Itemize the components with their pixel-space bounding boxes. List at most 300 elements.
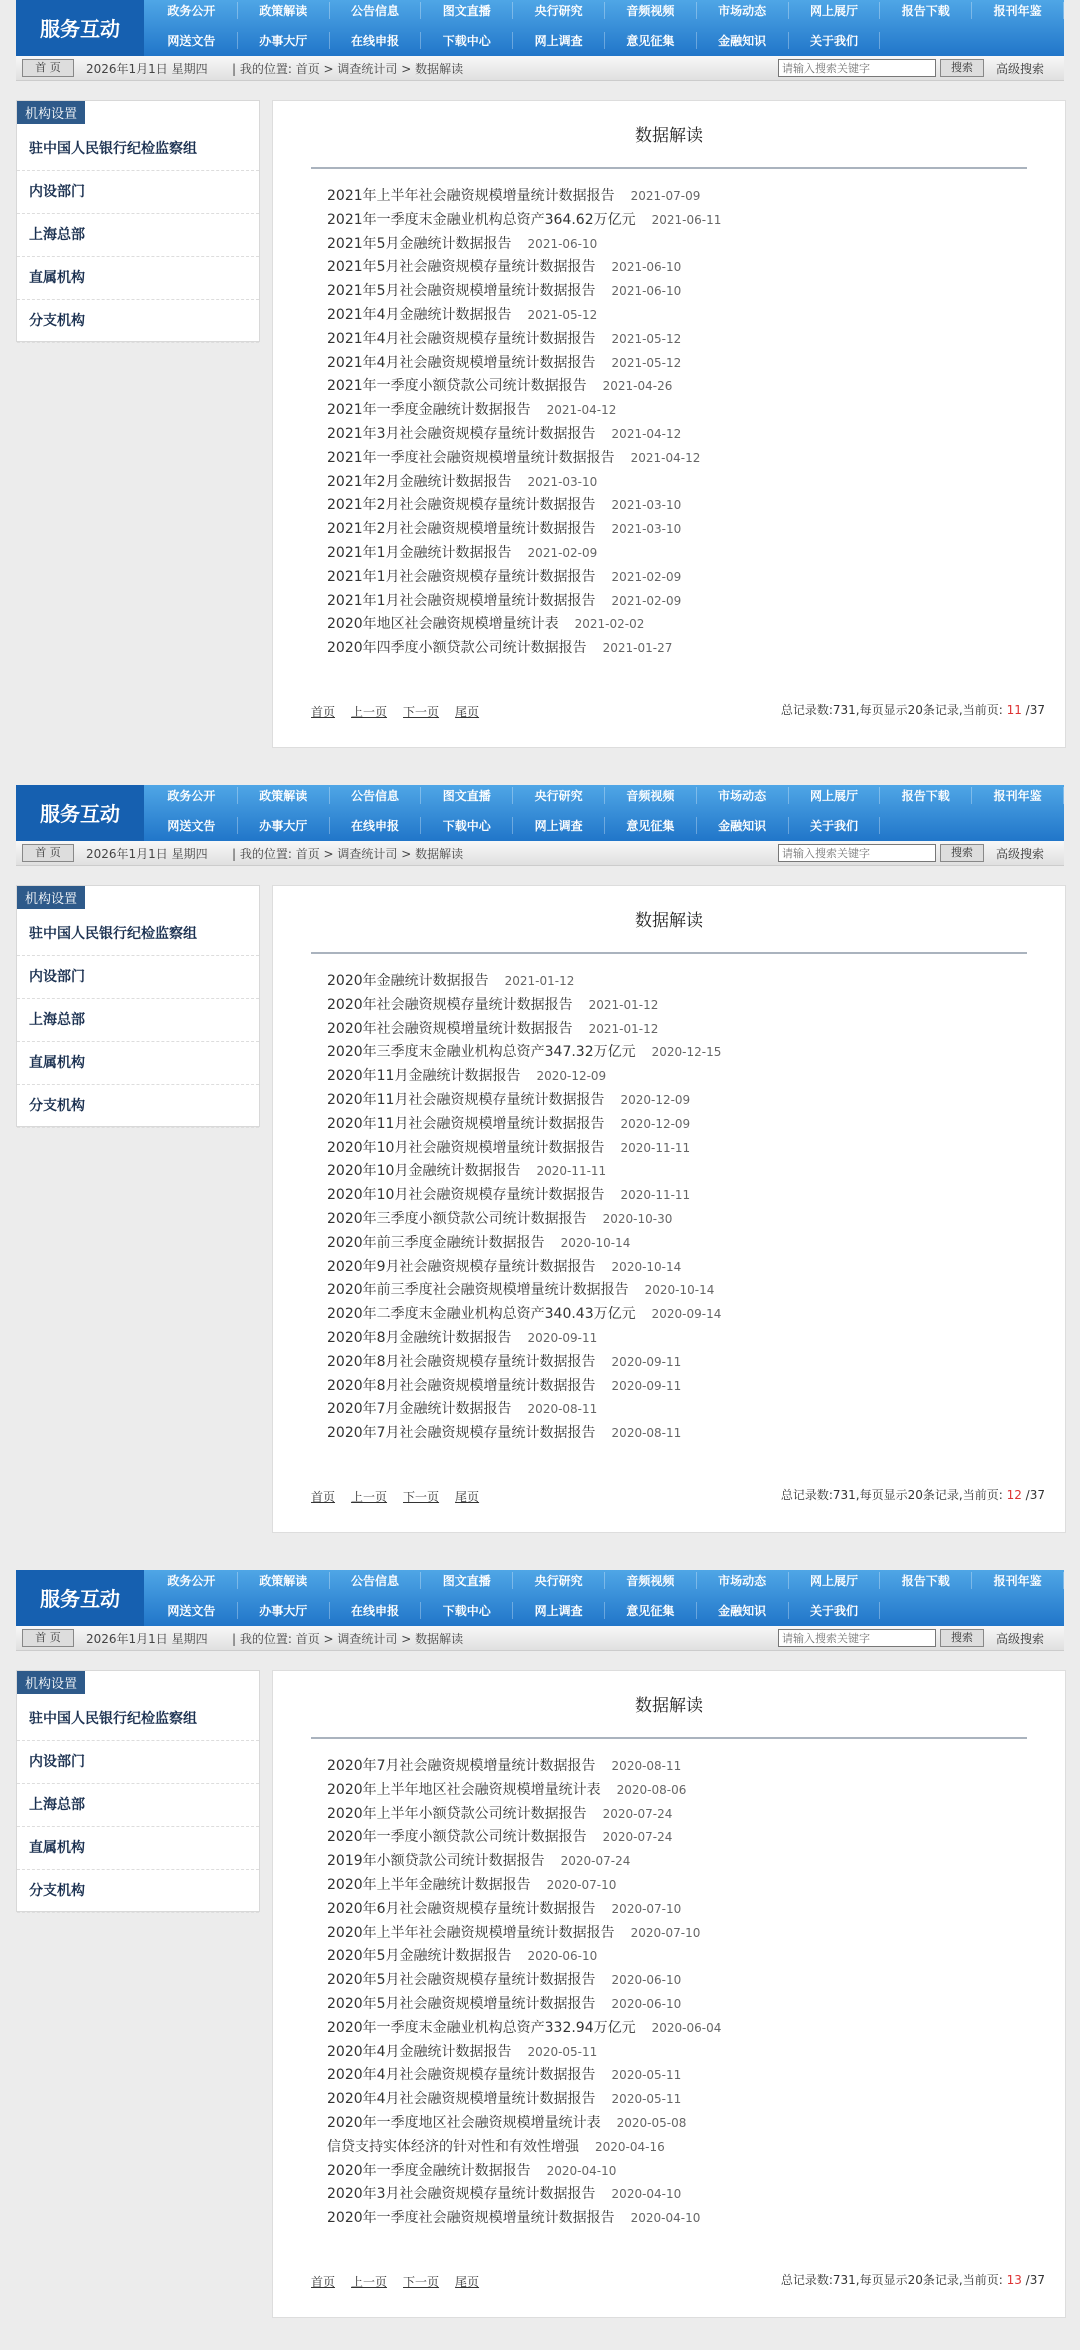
list-item[interactable] — [327, 1089, 1045, 1113]
article-title[interactable]: 2020年4月金融统计数据报告 — [327, 2043, 512, 2060]
pager-first-link[interactable]: 首页 — [311, 2275, 336, 2289]
page-section — [0, 1570, 1080, 2350]
article-title[interactable]: 2020年3月社会融资规模存量统计数据报告 — [327, 2186, 596, 2203]
nav-item[interactable]: 图文直播 — [421, 1572, 513, 1589]
sidebar-item[interactable]: 内设部门 — [17, 956, 259, 999]
search-input[interactable] — [778, 1629, 936, 1647]
list-item[interactable] — [327, 233, 1045, 257]
article-date: 2021-02-09 — [611, 593, 682, 608]
nav-item[interactable]: 市场动态 — [697, 1572, 789, 1589]
list-item[interactable] — [327, 1874, 1045, 1898]
list-item[interactable] — [327, 2041, 1045, 2065]
article-date: 2020-12-15 — [651, 1045, 722, 1060]
article-title[interactable]: 2019年小额贷款公司统计数据报告 — [327, 1853, 545, 1870]
article-title[interactable]: 2020年前三季度社会融资规模增量统计数据报告 — [327, 1282, 629, 1299]
list-item[interactable] — [327, 1351, 1045, 1375]
article-date: 2021-07-09 — [630, 189, 701, 203]
sidebar-title: 机构设置 — [17, 886, 85, 909]
breadcrumb: | 我的位置: 首页 > 调查统计司 > 数据解读 — [232, 847, 464, 861]
nav-row-bottom — [146, 32, 880, 49]
sidebar-item[interactable]: 上海总部 — [17, 214, 259, 257]
list-item[interactable] — [327, 542, 1045, 566]
article-date: 2021-06-11 — [651, 212, 722, 227]
article-title[interactable]: 2021年一季度小额贷款公司统计数据报告 — [327, 378, 587, 395]
article-title[interactable]: 2020年10月社会融资规模存量统计数据报告 — [327, 1187, 605, 1204]
article-date: 2021-03-10 — [611, 522, 682, 537]
article-title[interactable]: 2020年一季度地区社会融资规模增量统计表 — [327, 2114, 601, 2131]
article-date: 2021-02-09 — [611, 569, 682, 584]
nav-item[interactable]: 公告信息 — [330, 2, 422, 19]
list-item[interactable] — [327, 328, 1045, 352]
pager-prev-link[interactable]: 上一页 — [351, 2275, 388, 2289]
sidebar-item[interactable]: 驻中国人民银行纪检监察组 — [17, 128, 259, 171]
sidebar-item[interactable]: 直属机构 — [17, 1827, 259, 1870]
article-date: 2021-06-10 — [611, 284, 682, 299]
pager-last-link[interactable]: 尾页 — [455, 1490, 480, 1504]
sidebar-item[interactable]: 分支机构 — [17, 1085, 259, 1128]
nav-item[interactable]: 关于我们 — [789, 1602, 881, 1619]
list-item[interactable] — [327, 375, 1045, 399]
article-date: 2020-12-09 — [536, 1069, 607, 1084]
nav-item[interactable]: 报告下载 — [880, 1572, 972, 1589]
brand-title: 服务互动 — [16, 785, 144, 843]
nav-item[interactable]: 音频视频 — [605, 787, 697, 804]
list-item[interactable] — [327, 1779, 1045, 1803]
content-panel — [272, 100, 1066, 748]
total-pages: /37 — [1021, 1488, 1045, 1502]
top-header — [16, 1570, 1064, 1628]
nav-row-bottom — [146, 817, 880, 834]
list-item[interactable] — [327, 1018, 1045, 1042]
list-item[interactable] — [327, 1755, 1045, 1779]
stats-label: 总记录数:731,每页显示20条记录,当前页: — [780, 703, 1007, 717]
article-title[interactable]: 2021年1月社会融资规模存量统计数据报告 — [327, 568, 596, 585]
search-input[interactable] — [778, 59, 936, 77]
article-date: 2020-05-11 — [527, 2044, 598, 2059]
article-title[interactable]: 2020年上半年社会融资规模增量统计数据报告 — [327, 1924, 615, 1941]
nav-item[interactable]: 办事大厅 — [238, 1602, 330, 1619]
list-item[interactable] — [327, 2064, 1045, 2088]
top-header — [16, 0, 1064, 58]
advanced-search-link[interactable]: 高级搜索 — [996, 62, 1045, 76]
date-text: 2026年1月1日 星期四 — [86, 62, 208, 76]
nav-item[interactable]: 在线申报 — [330, 32, 422, 49]
nav-item[interactable]: 央行研究 — [513, 1572, 605, 1589]
article-title[interactable]: 2021年5月社会融资规模增量统计数据报告 — [327, 283, 596, 300]
article-date: 2020-07-10 — [546, 1877, 617, 1892]
list-item[interactable] — [327, 1826, 1045, 1850]
article-title[interactable]: 2020年上半年小额贷款公司统计数据报告 — [327, 1805, 587, 1822]
nav-item[interactable]: 报刊年鉴 — [972, 787, 1064, 804]
article-date: 2020-06-04 — [651, 2020, 722, 2035]
content-title: 数据解读 — [635, 911, 703, 931]
nav-item[interactable]: 意见征集 — [605, 32, 697, 49]
title-divider — [311, 167, 1027, 169]
list-item[interactable] — [327, 1922, 1045, 1946]
article-title[interactable]: 2021年2月社会融资规模存量统计数据报告 — [327, 497, 596, 514]
nav-item[interactable]: 报告下载 — [880, 787, 972, 804]
article-title[interactable]: 2020年6月社会融资规模存量统计数据报告 — [327, 1900, 596, 1917]
nav-item[interactable]: 关于我们 — [789, 817, 881, 834]
list-item[interactable] — [327, 2183, 1045, 2207]
article-title[interactable]: 2020年二季度末金融业机构总资产340.43万亿元 — [327, 1306, 636, 1323]
nav-item[interactable]: 公告信息 — [330, 1572, 422, 1589]
list-item[interactable] — [327, 1850, 1045, 1874]
article-title[interactable]: 2021年2月金融统计数据报告 — [327, 473, 512, 490]
article-date: 2020-08-11 — [527, 1402, 598, 1417]
list-item[interactable] — [327, 1184, 1045, 1208]
article-title[interactable]: 2020年5月社会融资规模存量统计数据报告 — [327, 1972, 596, 1989]
article-date: 2021-01-12 — [588, 1021, 659, 1036]
title-divider — [311, 952, 1027, 954]
article-date: 2020-10-14 — [644, 1283, 715, 1298]
nav-item[interactable]: 政策解读 — [238, 2, 330, 19]
article-date: 2020-11-11 — [536, 1164, 607, 1179]
list-item[interactable] — [327, 1232, 1045, 1256]
article-title[interactable]: 2021年5月金融统计数据报告 — [327, 235, 512, 252]
current-page: 12 — [1006, 1488, 1022, 1502]
content-title: 数据解读 — [635, 126, 703, 146]
sidebar-item[interactable]: 直属机构 — [17, 1042, 259, 1085]
sidebar-item[interactable]: 直属机构 — [17, 257, 259, 300]
list-item[interactable] — [327, 1398, 1045, 1422]
article-date: 2021-04-12 — [611, 426, 682, 441]
search-button[interactable]: 搜索 — [940, 1629, 984, 1647]
article-title[interactable]: 2020年社会融资规模存量统计数据报告 — [327, 996, 573, 1013]
list-item[interactable] — [327, 994, 1045, 1018]
date-text: 2026年1月1日 星期四 — [86, 1632, 208, 1646]
article-title[interactable]: 2021年2月社会融资规模增量统计数据报告 — [327, 521, 596, 538]
nav-item[interactable]: 政务公开 — [146, 2, 238, 19]
advanced-search-link[interactable]: 高级搜索 — [996, 847, 1045, 861]
sidebar-item[interactable]: 上海总部 — [17, 1784, 259, 1827]
nav-item[interactable]: 在线申报 — [330, 817, 422, 834]
nav-item[interactable]: 报刊年鉴 — [972, 1572, 1064, 1589]
nav-item[interactable]: 网上调查 — [513, 817, 605, 834]
brand-title: 服务互动 — [16, 1570, 144, 1628]
sidebar-item[interactable]: 上海总部 — [17, 999, 259, 1042]
article-date: 2021-05-12 — [611, 331, 682, 346]
nav-item[interactable]: 下载中心 — [421, 1602, 513, 1619]
article-date: 2020-08-06 — [616, 1782, 687, 1797]
list-item[interactable] — [327, 352, 1045, 376]
list-item[interactable] — [327, 1375, 1045, 1399]
article-title[interactable]: 2020年8月社会融资规模增量统计数据报告 — [327, 1377, 596, 1394]
article-title[interactable]: 信贷支持实体经济的针对性和有效性增强 — [327, 2138, 579, 2155]
list-item[interactable] — [327, 1113, 1045, 1137]
article-title[interactable]: 2020年11月社会融资规模存量统计数据报告 — [327, 1091, 605, 1108]
list-item[interactable] — [327, 2017, 1045, 2041]
article-date: 2020-09-11 — [611, 1378, 682, 1393]
sidebar-item[interactable]: 分支机构 — [17, 300, 259, 343]
search-input[interactable] — [778, 844, 936, 862]
nav-item[interactable]: 政策解读 — [238, 1572, 330, 1589]
nav-item[interactable]: 央行研究 — [513, 2, 605, 19]
stats-label: 总记录数:731,每页显示20条记录,当前页: — [780, 1488, 1007, 1502]
list-item[interactable] — [327, 185, 1045, 209]
article-title[interactable]: 2020年10月社会融资规模增量统计数据报告 — [327, 1139, 605, 1156]
sidebar — [16, 100, 260, 342]
pager-last-link[interactable]: 尾页 — [455, 2275, 480, 2289]
pager-next-link[interactable]: 下一页 — [403, 2275, 440, 2289]
list-item[interactable] — [327, 447, 1045, 471]
nav-item[interactable]: 网送文告 — [146, 817, 238, 834]
nav-item[interactable]: 金融知识 — [697, 817, 789, 834]
search-button[interactable]: 搜索 — [940, 844, 984, 862]
sidebar-item[interactable]: 驻中国人民银行纪检监察组 — [17, 1698, 259, 1741]
breadcrumb-bar — [16, 56, 1064, 81]
list-item[interactable] — [327, 1065, 1045, 1089]
nav-item[interactable]: 报告下载 — [880, 2, 972, 19]
article-title[interactable]: 2020年上半年地区社会融资规模增量统计表 — [327, 1781, 601, 1798]
article-title[interactable]: 2020年三季度末金融业机构总资产347.32万亿元 — [327, 1044, 636, 1061]
article-title[interactable]: 2020年金融统计数据报告 — [327, 973, 489, 989]
nav-item[interactable]: 市场动态 — [697, 2, 789, 19]
list-item[interactable] — [327, 2112, 1045, 2136]
article-date: 2020-09-14 — [651, 1307, 722, 1322]
article-title[interactable]: 2020年7月社会融资规模增量统计数据报告 — [327, 1758, 596, 1774]
sidebar-item[interactable]: 内设部门 — [17, 171, 259, 214]
article-date: 2020-04-10 — [630, 2211, 701, 2226]
article-title[interactable]: 2021年1月社会融资规模增量统计数据报告 — [327, 592, 596, 609]
nav-item[interactable]: 图文直播 — [421, 2, 513, 19]
home-button[interactable]: 首 页 — [22, 59, 74, 77]
home-button[interactable]: 首 页 — [22, 1629, 74, 1647]
nav-row-bottom — [146, 1602, 880, 1619]
article-title[interactable]: 2020年一季度末金融业机构总资产332.94万亿元 — [327, 2019, 636, 2036]
nav-item[interactable]: 金融知识 — [697, 32, 789, 49]
article-title[interactable]: 2021年上半年社会融资规模增量统计数据报告 — [327, 188, 615, 204]
pager-first-link[interactable]: 首页 — [311, 705, 336, 719]
nav-item[interactable]: 政务公开 — [146, 1572, 238, 1589]
nav-item[interactable]: 报刊年鉴 — [972, 2, 1064, 19]
record-stats — [781, 701, 1045, 718]
article-date: 2020-10-14 — [611, 1259, 682, 1274]
list-item[interactable] — [327, 1303, 1045, 1327]
list-item[interactable] — [327, 280, 1045, 304]
list-item[interactable] — [327, 1256, 1045, 1280]
article-date: 2021-05-12 — [611, 355, 682, 370]
article-title[interactable]: 2021年一季度金融统计数据报告 — [327, 402, 531, 419]
article-title[interactable]: 2020年9月社会融资规模存量统计数据报告 — [327, 1258, 596, 1275]
nav-item[interactable]: 音频视频 — [605, 1572, 697, 1589]
article-list — [327, 970, 1045, 1446]
list-item[interactable] — [327, 1969, 1045, 1993]
sidebar — [16, 1670, 260, 1912]
list-item[interactable] — [327, 2207, 1045, 2231]
nav-item[interactable]: 网上调查 — [513, 1602, 605, 1619]
total-pages: /37 — [1021, 703, 1045, 717]
nav-item[interactable]: 网送文告 — [146, 1602, 238, 1619]
article-date: 2020-10-14 — [560, 1235, 631, 1250]
sidebar-item[interactable]: 内设部门 — [17, 1741, 259, 1784]
search-button[interactable]: 搜索 — [940, 59, 984, 77]
article-date: 2020-08-11 — [611, 1426, 682, 1441]
article-date: 2020-06-10 — [611, 1996, 682, 2011]
sidebar-item[interactable]: 分支机构 — [17, 1870, 259, 1913]
article-title[interactable]: 2020年上半年金融统计数据报告 — [327, 1876, 531, 1893]
article-title[interactable]: 2021年4月社会融资规模存量统计数据报告 — [327, 330, 596, 347]
nav-item[interactable]: 网上展厅 — [789, 2, 881, 19]
article-date: 2020-05-11 — [611, 2092, 682, 2107]
nav-item[interactable]: 政务公开 — [146, 787, 238, 804]
article-date: 2020-05-08 — [616, 2115, 687, 2130]
breadcrumb: | 我的位置: 首页 > 调查统计司 > 数据解读 — [232, 62, 464, 76]
list-item[interactable] — [327, 613, 1045, 637]
nav-row-top — [146, 787, 1064, 804]
article-title[interactable]: 2021年一季度社会融资规模增量统计数据报告 — [327, 449, 615, 466]
nav-item[interactable]: 市场动态 — [697, 787, 789, 804]
article-date: 2020-06-10 — [611, 1973, 682, 1988]
sidebar — [16, 885, 260, 1127]
sidebar-item[interactable]: 驻中国人民银行纪检监察组 — [17, 913, 259, 956]
advanced-search-link[interactable]: 高级搜索 — [996, 1632, 1045, 1646]
article-title[interactable]: 2020年前三季度金融统计数据报告 — [327, 1234, 545, 1251]
list-item[interactable] — [327, 1279, 1045, 1303]
pagination — [311, 2273, 495, 2290]
nav-item[interactable]: 网送文告 — [146, 32, 238, 49]
list-item[interactable] — [327, 1803, 1045, 1827]
nav-item[interactable]: 央行研究 — [513, 787, 605, 804]
pager-last-link[interactable]: 尾页 — [455, 705, 480, 719]
article-title[interactable]: 2020年8月金融统计数据报告 — [327, 1329, 512, 1346]
article-title[interactable]: 2020年5月金融统计数据报告 — [327, 1948, 512, 1965]
article-date: 2020-12-09 — [620, 1116, 691, 1131]
breadcrumb-bar — [16, 841, 1064, 866]
list-item[interactable] — [327, 2088, 1045, 2112]
list-item[interactable] — [327, 1945, 1045, 1969]
nav-item[interactable]: 办事大厅 — [238, 817, 330, 834]
article-title[interactable]: 2021年一季度末金融业机构总资产364.62万亿元 — [327, 211, 636, 228]
article-title[interactable]: 2021年1月金融统计数据报告 — [327, 544, 512, 561]
pager-next-link[interactable]: 下一页 — [403, 1490, 440, 1504]
article-title[interactable]: 2021年4月社会融资规模增量统计数据报告 — [327, 354, 596, 371]
list-item[interactable] — [327, 1898, 1045, 1922]
article-title[interactable]: 2020年4月社会融资规模存量统计数据报告 — [327, 2067, 596, 2084]
pager-first-link[interactable]: 首页 — [311, 1490, 336, 1504]
list-item[interactable] — [327, 518, 1045, 542]
article-title[interactable]: 2020年一季度金融统计数据报告 — [327, 2162, 531, 2179]
nav-item[interactable]: 意见征集 — [605, 1602, 697, 1619]
article-title[interactable]: 2020年三季度小额贷款公司统计数据报告 — [327, 1210, 587, 1227]
article-title[interactable]: 2020年一季度社会融资规模增量统计数据报告 — [327, 2210, 615, 2227]
nav-row-top — [146, 2, 1064, 19]
nav-item[interactable]: 政策解读 — [238, 787, 330, 804]
list-item[interactable] — [327, 1160, 1045, 1184]
list-item[interactable] — [327, 1137, 1045, 1161]
article-date: 2021-01-12 — [504, 974, 575, 988]
article-date: 2021-03-10 — [611, 498, 682, 513]
nav-item[interactable]: 网上展厅 — [789, 787, 881, 804]
nav-item[interactable]: 下载中心 — [421, 32, 513, 49]
nav-item[interactable]: 公告信息 — [330, 787, 422, 804]
article-date: 2020-07-24 — [602, 1830, 673, 1845]
pager-prev-link[interactable]: 上一页 — [351, 1490, 388, 1504]
article-date: 2020-07-10 — [611, 1901, 682, 1916]
list-item[interactable] — [327, 423, 1045, 447]
article-title[interactable]: 2020年一季度小额贷款公司统计数据报告 — [327, 1829, 587, 1846]
home-button[interactable]: 首 页 — [22, 844, 74, 862]
article-date: 2020-12-09 — [620, 1092, 691, 1107]
list-item[interactable] — [327, 2136, 1045, 2160]
article-date: 2021-01-27 — [602, 641, 673, 656]
article-title[interactable]: 2020年社会融资规模增量统计数据报告 — [327, 1020, 573, 1037]
list-item[interactable] — [327, 1993, 1045, 2017]
list-item[interactable] — [327, 566, 1045, 590]
article-date: 2020-08-11 — [611, 1759, 682, 1773]
article-title[interactable]: 2021年3月社会融资规模存量统计数据报告 — [327, 425, 596, 442]
nav-item[interactable]: 音频视频 — [605, 2, 697, 19]
nav-item[interactable]: 意见征集 — [605, 817, 697, 834]
list-item[interactable] — [327, 1208, 1045, 1232]
nav-item[interactable]: 网上调查 — [513, 32, 605, 49]
list-item[interactable] — [327, 471, 1045, 495]
article-date: 2021-06-10 — [611, 260, 682, 275]
nav-item[interactable]: 关于我们 — [789, 32, 881, 49]
article-date: 2020-11-11 — [620, 1140, 691, 1155]
nav-item[interactable]: 在线申报 — [330, 1602, 422, 1619]
article-title[interactable]: 2020年8月社会融资规模存量统计数据报告 — [327, 1353, 596, 1370]
article-date: 2021-01-12 — [588, 997, 659, 1012]
pager-next-link[interactable]: 下一页 — [403, 705, 440, 719]
article-title[interactable]: 2020年5月社会融资规模增量统计数据报告 — [327, 1995, 596, 2012]
pager-prev-link[interactable]: 上一页 — [351, 705, 388, 719]
current-page: 13 — [1006, 2273, 1022, 2287]
list-item[interactable] — [327, 590, 1045, 614]
content-panel — [272, 1670, 1066, 2318]
nav-item[interactable]: 办事大厅 — [238, 32, 330, 49]
list-item[interactable] — [327, 304, 1045, 328]
article-title[interactable]: 2020年10月金融统计数据报告 — [327, 1163, 521, 1180]
nav-item[interactable]: 图文直播 — [421, 787, 513, 804]
sidebar-title: 机构设置 — [17, 1671, 85, 1694]
article-title[interactable]: 2020年11月金融统计数据报告 — [327, 1068, 521, 1085]
list-item[interactable] — [327, 256, 1045, 280]
article-title[interactable]: 2020年7月社会融资规模存量统计数据报告 — [327, 1425, 596, 1442]
list-item[interactable] — [327, 1041, 1045, 1065]
breadcrumb: | 我的位置: 首页 > 调查统计司 > 数据解读 — [232, 1632, 464, 1646]
article-title[interactable]: 2020年四季度小额贷款公司统计数据报告 — [327, 640, 587, 657]
article-title[interactable]: 2021年5月社会融资规模存量统计数据报告 — [327, 259, 596, 276]
list-item[interactable] — [327, 637, 1045, 661]
list-item[interactable] — [327, 1327, 1045, 1351]
article-title[interactable]: 2020年4月社会融资规模增量统计数据报告 — [327, 2091, 596, 2108]
article-title[interactable]: 2020年7月金融统计数据报告 — [327, 1401, 512, 1418]
nav-item[interactable]: 下载中心 — [421, 817, 513, 834]
article-date: 2020-07-24 — [560, 1854, 631, 1869]
page-section — [0, 0, 1080, 780]
article-date: 2021-04-12 — [630, 450, 701, 465]
list-item[interactable] — [327, 1422, 1045, 1446]
nav-item[interactable]: 金融知识 — [697, 1602, 789, 1619]
brand-title: 服务互动 — [16, 0, 144, 58]
list-item[interactable] — [327, 494, 1045, 518]
article-title[interactable]: 2021年4月金融统计数据报告 — [327, 306, 512, 323]
article-list — [327, 185, 1045, 661]
list-item[interactable] — [327, 2160, 1045, 2184]
record-stats — [781, 1486, 1045, 1503]
list-item[interactable] — [327, 970, 1045, 994]
nav-row-top — [146, 1572, 1064, 1589]
article-date: 2020-04-10 — [546, 2163, 617, 2178]
list-item[interactable] — [327, 209, 1045, 233]
article-title[interactable]: 2020年11月社会融资规模增量统计数据报告 — [327, 1115, 605, 1132]
article-list — [327, 1755, 1045, 2231]
list-item[interactable] — [327, 399, 1045, 423]
article-title[interactable]: 2020年地区社会融资规模增量统计表 — [327, 616, 559, 633]
nav-item[interactable]: 网上展厅 — [789, 1572, 881, 1589]
article-date: 2020-04-10 — [611, 2187, 682, 2202]
